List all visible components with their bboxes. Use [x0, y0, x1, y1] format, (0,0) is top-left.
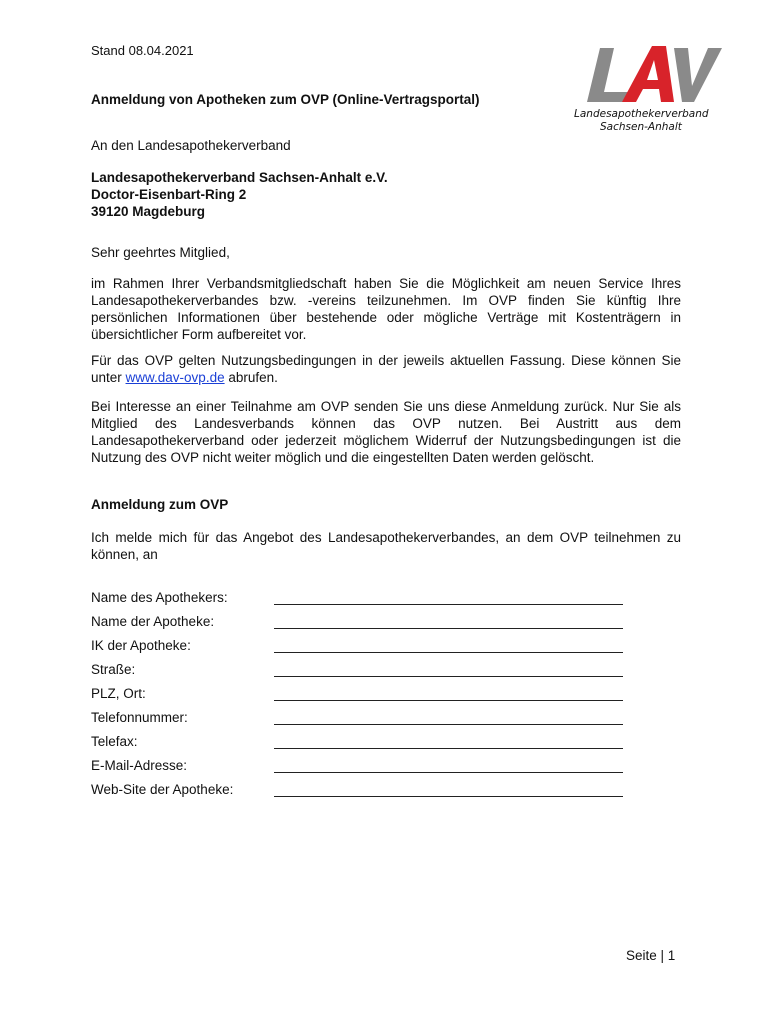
logo-letter-a — [622, 46, 674, 102]
form-label: IK der Apotheke: — [91, 638, 191, 653]
form-row-apotheke-name — [91, 614, 631, 634]
form-label: PLZ, Ort: — [91, 686, 146, 701]
form-label: E-Mail-Adresse: — [91, 758, 188, 773]
recipient-name: Landesapothekerverband Sachsen-Anhalt e.V. — [91, 170, 388, 185]
form-input-line[interactable] — [274, 724, 623, 725]
form-input-line[interactable] — [274, 700, 623, 701]
paragraph-intro: im Rahmen Ihrer Verbandsmitgliedschaft haben Sie die Möglichkeit am neuen Service Ihres Landesapothekerverbandes bzw. -vereins teilzunehmen. Im OVP finden Sie künftig Ihre persönlichen Informationen über bestehende oder mögliche Verträge mit Kostenträgern in übersichtlicher Form aufbereitet vor. — [91, 276, 681, 342]
document-date: Stand 08.04.2021 — [91, 43, 194, 58]
paragraph-terms — [91, 352, 681, 386]
form-label: Name des Apothekers: — [91, 590, 228, 605]
logo-line-1: Landesapothekerverband — [574, 108, 709, 120]
form-input-line[interactable] — [274, 628, 623, 629]
lav-logo — [570, 42, 730, 137]
form-row-strasse — [91, 662, 631, 682]
form-row-website — [91, 782, 631, 802]
form-input-line[interactable] — [274, 676, 623, 677]
logo-letter-v — [674, 48, 722, 102]
form-row-email — [91, 758, 631, 778]
recipient-city: 39120 Magdeburg — [91, 204, 206, 219]
form-input-line[interactable] — [274, 796, 623, 797]
form-input-line[interactable] — [274, 604, 623, 605]
form-input-line[interactable] — [274, 748, 623, 749]
recipient-street: Doctor-Eisenbart-Ring 2 — [91, 187, 247, 202]
document-title: Anmeldung von Apotheken zum OVP (Online-Vertragsportal) — [91, 92, 480, 107]
form-row-apotheker-name — [91, 590, 631, 610]
paragraph-terms-text-after: abrufen. — [224, 370, 278, 385]
logo-line-2: Sachsen-Anhalt — [600, 121, 682, 133]
paragraph-participation: Bei Interesse an einer Teilnahme am OVP senden Sie uns diese Anmeldung zurück. Nur Sie als Mitglied des Landesverbands können das OVP nutzen. Bei Austritt aus dem Landesapothekerverband oder jederzeit möglichem Widerruf der Nutzungsbedingungen ist die Nutzung des OVP nicht weiter möglich und die eingestellten Daten werden gelöscht. — [91, 399, 681, 465]
form-row-telefon — [91, 710, 631, 730]
form-input-line[interactable] — [274, 652, 623, 653]
salutation: Sehr geehrtes Mitglied, — [91, 245, 230, 260]
form-title: Anmeldung zum OVP — [91, 497, 229, 512]
form-label: Telefonnummer: — [91, 710, 188, 725]
logo-letter-l — [587, 48, 630, 102]
paragraph-terms-text-before: Für das OVP gelten Nutzungsbedingungen in der jeweils aktuellen Fassung. Diese können Sie unter — [91, 353, 681, 385]
page-number: Seite | 1 — [626, 948, 676, 963]
lav-logo-mark — [570, 42, 730, 108]
form-row-ik — [91, 638, 631, 658]
form-label: Straße: — [91, 662, 136, 677]
form-row-telefax — [91, 734, 631, 754]
recipient-intro: An den Landesapothekerverband — [91, 138, 291, 153]
form-input-line[interactable] — [274, 772, 623, 773]
terms-link[interactable]: www.dav-ovp.de — [125, 370, 225, 385]
form-label: Name der Apotheke: — [91, 614, 215, 629]
form-label: Telefax: — [91, 734, 138, 749]
form-intro: Ich melde mich für das Angebot des Landesapothekerverbandes, an dem OVP teilnehmen zu können, an — [91, 530, 681, 562]
form-row-plz-ort — [91, 686, 631, 706]
recipient-address — [91, 169, 388, 220]
form-label: Web-Site der Apotheke: — [91, 782, 234, 797]
